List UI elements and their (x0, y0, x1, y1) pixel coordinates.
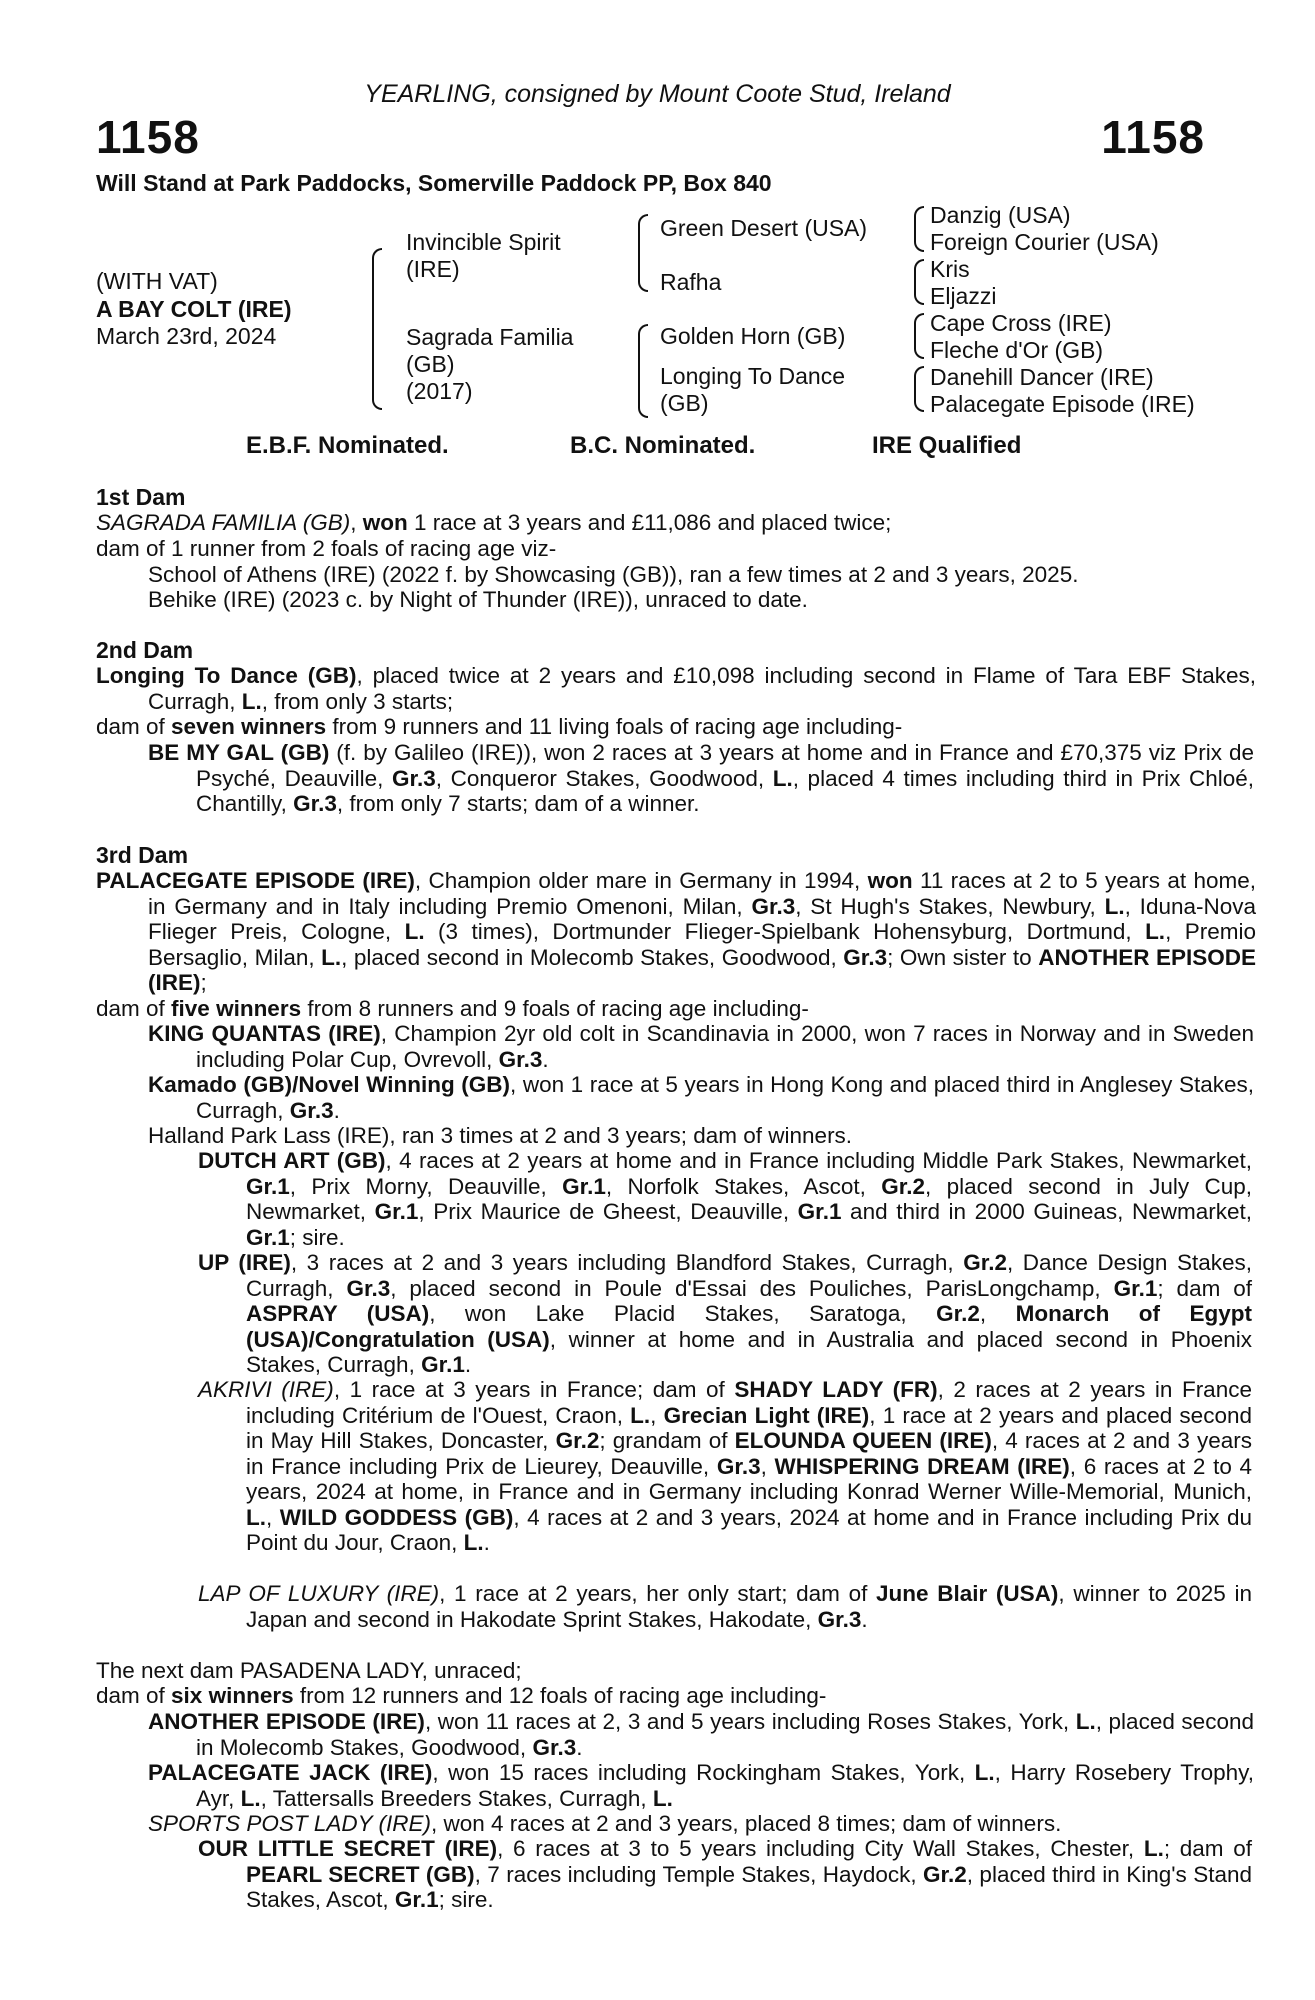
text: won (362, 510, 408, 535)
text: , 6 races at 3 to 5 years including City Wall Stakes, Chester, (497, 1836, 1144, 1861)
text: dam of (96, 714, 172, 739)
text: , placed second in July Cup, Newmarket, (246, 1173, 1253, 1224)
text: , (760, 1453, 775, 1479)
text: ; dam of (1163, 1836, 1253, 1861)
third-dam-summary (96, 868, 1256, 996)
bc-nomination: B.C. Nominated. (570, 432, 756, 459)
text: six winners (171, 1683, 294, 1708)
next-dam-produce-3 (148, 1811, 1206, 1837)
text: Gr.1 (562, 1173, 606, 1199)
text: . (464, 1352, 472, 1377)
text: OUR LITTLE SECRET (IRE) (198, 1836, 498, 1861)
first-dam-foal-2: Behike (IRE) (2023 c. by Night of Thunder (IRE)), unraced to date. (148, 587, 808, 612)
text: won (867, 868, 913, 893)
text: . (333, 1097, 340, 1123)
text: , 4 races at 2 years at home and in France including Middle Park Stakes, Newmarket, (385, 1148, 1252, 1173)
grandchild-1 (198, 1148, 1252, 1250)
dam-sire: Golden Horn (GB) (660, 323, 846, 349)
text: , Prix Morny, Deauville, (289, 1173, 563, 1199)
text: , St Hugh's Stakes, Newbury, (795, 893, 1105, 919)
text: Gr.2 (923, 1861, 967, 1887)
text: Monarch of Egypt (USA)/Congratulation (USA) (246, 1301, 1252, 1352)
dam-dam-country: (GB) (660, 390, 709, 416)
dam-country: (GB) (406, 351, 455, 377)
text: Gr.1 (797, 1199, 842, 1224)
foaling-date: March 23rd, 2024 (96, 323, 277, 349)
text: , from only 7 starts; dam of a winner. (336, 791, 700, 816)
text: SPORTS POST LADY (IRE) (148, 1811, 431, 1836)
stand-location: Will Stand at Park Paddocks, Somerville Paddock PP, Box 840 (96, 170, 772, 196)
text: , 2 races at 2 years in France including Critérium de l'Ouest, Craon, (246, 1377, 1252, 1428)
text: L. (463, 1530, 484, 1555)
text: ASPRAY (USA) (246, 1301, 430, 1326)
pedigree-brace-g2 (914, 259, 924, 305)
text: , (650, 1402, 664, 1428)
text: L. (630, 1402, 651, 1428)
text: . (576, 1734, 583, 1760)
text: Gr.3 (843, 944, 888, 970)
pedigree-brace-sire (638, 214, 648, 292)
next-dam-produce-2 (148, 1760, 1254, 1811)
text: Grecian Light (IRE) (663, 1402, 870, 1428)
grandchild-2 (198, 1250, 1252, 1378)
text: Gr.2 (936, 1301, 980, 1326)
next-dam-summary: The next dam PASADENA LADY, unraced; (96, 1658, 522, 1683)
text: , Premio Bersaglio, Milan, (148, 919, 1256, 970)
g3-4: Eljazzi (930, 283, 997, 309)
text: Gr.3 (532, 1734, 577, 1760)
grandchild-4 (198, 1581, 1252, 1632)
text: dam of (96, 996, 172, 1021)
text: , placed third in King's Stand Stakes, Ascot, (246, 1861, 1252, 1912)
text: ; Own sister to (887, 944, 1039, 970)
g3-1: Danzig (USA) (930, 202, 1071, 228)
lot-number-left: 1158 (96, 111, 200, 163)
text: , placed twice at 2 years and £10,098 including second in Flame of Tara EBF Stakes, Curragh, (148, 663, 1256, 714)
text: (3 times), Dortmunder Flieger-Spielbank Hohensyburg, Dortmund, (424, 919, 1146, 944)
text: Gr.1 (374, 1199, 419, 1224)
text: SHADY LADY (FR) (734, 1377, 938, 1402)
lot-number-right: 1158 (1101, 111, 1205, 163)
g3-6: Fleche d'Or (GB) (930, 337, 1104, 363)
text: , won 4 races at 2 and 3 years, placed 8 times; dam of winners. (431, 1811, 1062, 1836)
text: ANOTHER EPISODE (IRE) (148, 1709, 425, 1734)
text: , Iduna-Nova Flieger Preis, Cologne, (148, 893, 1257, 944)
text: PALACEGATE JACK (IRE) (148, 1760, 433, 1785)
text: , placed 4 times including third in Prix Chloé, Chantilly, (196, 765, 1254, 816)
text: L. (974, 1760, 995, 1785)
second-dam-produce-1 (148, 740, 1254, 817)
text: , winner at home and in Australia and placed second in Phoenix Stakes, Curragh, (246, 1326, 1253, 1377)
next-dam-foals-intro (96, 1683, 1206, 1709)
text: ; grandam of (599, 1428, 735, 1453)
sire-dam: Rafha (660, 269, 722, 295)
third-dam-title: 3rd Dam (96, 842, 189, 868)
text: L. (240, 1785, 261, 1811)
text: 1 race at 3 years and £11,086 and placed twice; (407, 510, 892, 535)
text: Gr.2 (963, 1250, 1008, 1275)
text: , placed second in Molecomb Stakes, Goodwood, (196, 1709, 1254, 1760)
text: Gr.3 (391, 765, 436, 791)
first-dam-title: 1st Dam (96, 484, 186, 510)
pedigree-brace-main (372, 248, 382, 410)
text: L. (772, 765, 793, 791)
text: , from only 3 starts; (261, 688, 454, 714)
consignment-subtitle: YEARLING, consigned by Mount Coote Stud, Ireland (364, 80, 951, 108)
text: Gr.3 (751, 893, 796, 919)
text: , 3 races at 2 and 3 years including Blandford Stakes, Curragh, (290, 1250, 964, 1275)
text: , placed second in Poule d'Essai des Pouliches, ParisLongchamp, (390, 1275, 1114, 1301)
text: Longing To Dance (GB) (96, 663, 357, 688)
text: Gr.2 (881, 1173, 926, 1199)
g3-7: Danehill Dancer (IRE) (930, 364, 1154, 390)
ire-qualification: IRE Qualified (872, 432, 1022, 459)
text: , won 1 race at 5 years in Hong Kong and placed third in Anglesey Stakes, Curragh, (196, 1072, 1254, 1123)
third-dam-produce-3: Halland Park Lass (IRE), ran 3 times at 2 and 3 years; dam of winners. (148, 1123, 853, 1148)
text: , Harry Rosebery Trophy, Ayr, (196, 1760, 1254, 1811)
pedigree-brace-g3 (914, 313, 924, 359)
sire-country: (IRE) (406, 256, 460, 282)
text: Gr.3 (817, 1606, 862, 1632)
text: L. (241, 688, 262, 714)
text: Gr.3 (346, 1275, 391, 1301)
dam-name-text: SAGRADA FAMILIA (GB) (96, 510, 351, 535)
text: , 6 races at 2 to 4 years, 2024 at home, in France and in Germany including Konrad Werner Wille-Memorial, Munich, (246, 1453, 1252, 1504)
text: , 4 races at 2 and 3 years, 2024 at home and in France including Prix du Point du Jour, Craon, (246, 1504, 1252, 1555)
sire-sire: Green Desert (USA) (660, 215, 868, 241)
text: , 1 race at 2 years and placed second in May Hill Stakes, Doncaster, (246, 1402, 1252, 1453)
text: , 4 races at 2 and 3 years in France including Prix de Lieurey, Deauville, (246, 1428, 1253, 1479)
text: five winners (171, 996, 302, 1021)
text: from 9 runners and 11 living foals of racing age including- (326, 714, 903, 739)
text: ; sire. (438, 1887, 494, 1912)
text: , (266, 1504, 280, 1530)
text: Gr.1 (1113, 1275, 1158, 1301)
text: , 7 races including Temple Stakes, Haydock, (474, 1861, 923, 1887)
text: , won Lake Placid Stakes, Saratoga, (429, 1301, 937, 1326)
text: , (979, 1301, 1016, 1326)
next-dam-produce-1 (148, 1709, 1254, 1760)
text: PALACEGATE EPISODE (IRE) (96, 868, 415, 893)
text: , Tattersalls Breeders Stakes, Curragh, (260, 1785, 653, 1811)
text: WHISPERING DREAM (IRE) (774, 1453, 1070, 1479)
text: Gr.3 (498, 1046, 543, 1072)
text: KING QUANTAS (IRE) (148, 1021, 381, 1046)
text: (f. by Galileo (IRE)), won 2 races at 3 years at home and in France and £70,375 viz Prix de Psyché, Deauville, (196, 740, 1254, 791)
text: , Dance Design Stakes, Curragh, (246, 1250, 1253, 1301)
third-dam-produce-2 (148, 1072, 1254, 1123)
text: Gr.3 (716, 1453, 761, 1479)
text: , Prix Maurice de Gheest, Deauville, (418, 1199, 798, 1224)
text: 11 races at 2 to 5 years at home, in Germany and in Italy including Premio Omenoni, Milan, (148, 868, 1256, 919)
g3-2: Foreign Courier (USA) (930, 229, 1159, 255)
text: Gr.3 (289, 1097, 334, 1123)
ebf-nomination: E.B.F. Nominated. (246, 432, 449, 459)
text: ; dam of (1157, 1275, 1252, 1301)
text: ELOUNDA QUEEN (IRE) (734, 1428, 992, 1453)
dam-year: (2017) (406, 378, 473, 404)
text: , Champion 2yr old colt in Scandinavia in 2000, won 7 races in Norway and in Sweden including Polar Cup, Ovrevoll, (196, 1021, 1254, 1072)
text: L. (321, 944, 342, 970)
text: and third in 2000 Guineas, Newmarket, (841, 1199, 1253, 1224)
text: L. (246, 1504, 266, 1530)
text: , 1 race at 3 years in France; dam of (333, 1377, 735, 1402)
text: L. (404, 919, 425, 944)
text: ; (200, 970, 207, 995)
text: L. (1143, 1836, 1164, 1861)
text: , won 11 races at 2, 3 and 5 years including Roses Stakes, York, (424, 1709, 1076, 1734)
third-dam-foals-intro (96, 996, 1206, 1022)
text: , 1 race at 2 years, her only start; dam of (439, 1581, 877, 1606)
text: . (542, 1046, 549, 1072)
text: UP (IRE) (198, 1250, 291, 1275)
text: , Conqueror Stakes, Goodwood, (435, 765, 773, 791)
g3-8: Palacegate Episode (IRE) (930, 391, 1195, 417)
text: LAP OF LUXURY (IRE) (198, 1581, 440, 1606)
horse-name: A BAY COLT (IRE) (96, 296, 292, 322)
text: Gr.1 (246, 1173, 290, 1199)
text: from 12 runners and 12 foals of racing age including- (293, 1683, 827, 1708)
text: from 8 runners and 9 foals of racing age including- (301, 996, 809, 1021)
g3-5: Cape Cross (IRE) (930, 310, 1112, 336)
dam-dam-name: Longing To Dance (660, 363, 845, 389)
text: , placed second in Molecomb Stakes, Goodwood, (341, 944, 844, 970)
text: Gr.1 (246, 1224, 290, 1250)
text: , (350, 510, 363, 535)
dam-name: Sagrada Familia (406, 324, 574, 350)
third-dam-produce-1 (148, 1021, 1254, 1072)
pedigree-brace-dam (638, 324, 648, 418)
second-dam-summary (96, 663, 1256, 714)
text: L. (1075, 1709, 1096, 1734)
text: AKRIVI (IRE) (198, 1377, 334, 1402)
text: dam of (96, 1683, 172, 1708)
text: June Blair (USA) (876, 1581, 1059, 1606)
text: Gr.1 (394, 1887, 439, 1912)
text: Gr.3 (293, 791, 337, 816)
text: Kamado (GB)/Novel Winning (GB) (148, 1072, 510, 1097)
text: . (861, 1606, 868, 1632)
pedigree-brace-g4 (914, 366, 924, 412)
text: BE MY GAL (GB) (148, 740, 330, 765)
text: Gr.2 (555, 1428, 600, 1453)
text: , winner to 2025 in Japan and second in Hakodate Sprint Stakes, Hakodate, (246, 1581, 1253, 1632)
text: PEARL SECRET (GB) (246, 1861, 475, 1887)
first-dam-summary (96, 510, 1206, 536)
grandchild-3 (198, 1377, 1252, 1556)
text: seven winners (171, 714, 327, 739)
first-dam-foal-1: School of Athens (IRE) (2022 f. by Showcasing (GB)), ran a few times at 2 and 3 years, 2025. (148, 562, 1079, 587)
text: Gr.1 (421, 1352, 465, 1377)
text: ; sire. (289, 1224, 345, 1250)
first-dam-foals-intro: dam of 1 runner from 2 foals of racing age viz- (96, 536, 557, 561)
sire-name: Invincible Spirit (406, 229, 561, 255)
text: L. (1145, 919, 1166, 944)
text: L. (1104, 893, 1125, 919)
text: , won 15 races including Rockingham Stakes, York, (432, 1760, 975, 1785)
text: ANOTHER EPISODE (IRE) (148, 944, 1257, 995)
text: DUTCH ART (GB) (198, 1148, 386, 1173)
text: , Champion older mare in Germany in 1994, (414, 868, 868, 893)
text: , Norfolk Stakes, Ascot, (605, 1173, 882, 1199)
second-dam-title: 2nd Dam (96, 637, 194, 663)
pedigree-brace-g1 (914, 206, 924, 252)
next-dam-grandchild-1 (198, 1836, 1252, 1913)
second-dam-foals-intro (96, 714, 1206, 740)
vat-note: (WITH VAT) (96, 268, 218, 294)
text: . (483, 1530, 490, 1555)
text: WILD GODDESS (GB) (279, 1504, 514, 1530)
text: L. (652, 1785, 673, 1811)
g3-3: Kris (930, 256, 970, 282)
